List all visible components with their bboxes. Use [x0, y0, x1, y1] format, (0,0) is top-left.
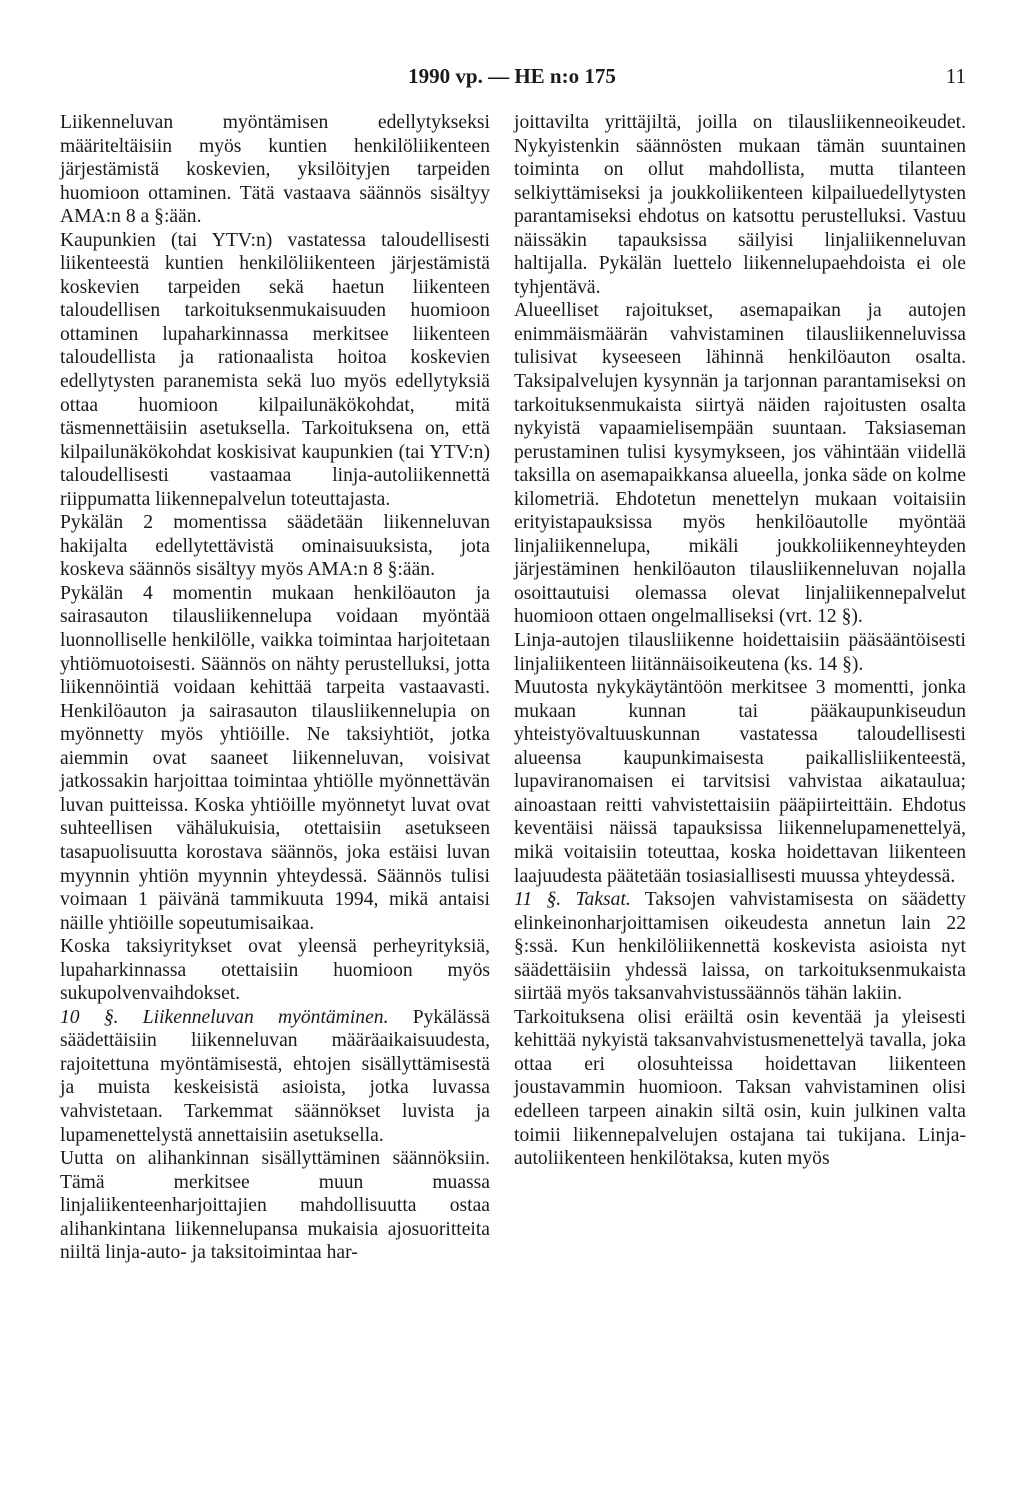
paragraph: Koska taksiyritykset ovat yleensä perheyrityksiä, lupaharkinnassa otettaisiin huomioon myös sukupolvenvaihdokset. — [60, 936, 490, 1005]
section-10-text: Pykälässä säädettäisiin liikenneluvan määräaikaisuudesta, rajoitettuna myöntämisestä, ehtojen sisällyttämisestä ja muista keskeisistä asioista, jotka luvassa vahvistetaan. Tarkemmat säännökset luvista ja lupamenettelystä annettaisiin asetuksella. — [60, 1006, 490, 1146]
running-title: 1990 vp. — HE n:o 175 — [408, 64, 616, 88]
paragraph: Kaupunkien (tai YTV:n) vastatessa taloudellisesti liikenteestä kuntien henkilöliikenteen järjestämistä koskevien tarpeiden sekä haetun liikenteen taloudellisen tarkoituksenmukaisuuden huomioon ottaminen lupaharkinnassa merkitsee liikenteen taloudellista ja rationaalista hoitoa koskevien edellytysten paranemista sekä luo myös edellytyksiä ottaa huomioon kilpailunäkökohdat, mitä täsmennettäisiin asetuksella. Tarkoituksena on, että kilpailunäkökohdat koskisivat kaupunkien (tai YTV:n) taloudellisesti vastaamaa linja-autoliikennettä riippumatta liikennepalvelun toteuttajasta. — [60, 229, 490, 510]
paragraph: Muutosta nykykäytäntöön merkitsee 3 momentti, jonka mukaan kunnan tai pääkaupunkiseudun yhteistyövaltuuskunnan vastatessa taloudellisesti alueensa kaupunkimaisesta paikallisliikenteestä, lupaviranomaisen ei tarvitsisi vahvistaa aikataulua; ainoastaan reitti vahvistettaisiin pääpiirteittäin. Ehdotus keventäisi näissä tapauksissa liikennelupamenettelyä, mikä voitaisiin toteuttaa, koska hoidettavan liikenteen laajuudesta päätetään tosiasiallisesti muussa yhteydessä. — [514, 677, 966, 887]
right-column — [514, 111, 966, 1171]
paragraph: joittavilta yrittäjiltä, joilla on tilausliikenneoikeudet. Nykyistenkin säännösten mukaan tämän suuntainen toiminta on ollut mahdollista, mutta tilanteen selkiyttämiseksi ja joukkoliikenteen kilpailuedellytysten parantamiseksi ehdotus on katsottu perustelluksi. Vastuu näissäkin tapauksissa säilyisi linjaliikenneluvan haltijalla. Pykälän luettelo liikennelupaehdoista ei ole tyhjentävä. — [514, 112, 966, 298]
paragraph: Pykälän 4 momentin mukaan henkilöauton ja sairasauton tilausliikennelupa voidaan myöntää luonnolliselle henkilölle, vaikka toimintaa harjoitetaan yhtiömuotoisesti. Säännös on nähty perustelluksi, jotta liikennöintiä voidaan kehittää tarpeita vastaavasti. Henkilöauton ja sairasauton tilausliikennelupia on myönnetty myös yhtiöille. Ne taksiyhtiöt, jotka aiemmin ovat saaneet liikenneluvan, voisivat jatkossakin harjoittaa toimintaa yhtiölle myönnettävän luvan puitteissa. Koska yhtiöille myönnetyt luvat ovat suhteellisen vähälukuisia, otettaisiin asetukseen tasapuolisuutta korostava säännös, joka estäisi luvan myynnin yhtiön myynnin yhteydessä. Säännös tulisi voimaan 1 päivänä tammikuuta 1994, mikä antaisi näille yhtiöille sopeutumisaikaa. — [60, 582, 490, 934]
page-number: 11 — [945, 64, 966, 88]
left-column — [60, 111, 490, 1265]
section-11-paragraph — [514, 888, 966, 1006]
page-header — [0, 64, 1024, 94]
paragraph: Linja-autojen tilausliikenne hoidettaisiin pääsääntöisesti linjaliikenteen liitännäisoikeutena (ks. 14 §). — [514, 630, 966, 675]
paragraph: Uutta on alihankinnan sisällyttäminen säännöksiin. Tämä merkitsee muun muassa linjaliikenteenharjoittajien mahdollisuutta ostaa alihankintana liikennelupansa mukaisia ajosuoritteita niiltä linja-auto- ja taksitoimintaa har- — [60, 1148, 490, 1264]
paragraph: Alueelliset rajoitukset, asemapaikan ja autojen enimmäismäärän vahvistaminen tilausliikenneluvissa tulisivat kyseeseen lähinnä henkilöauton osalta. Taksipalvelujen kysynnän ja tarjonnan parantamiseksi on tarkoituksenmukaista siirtyä näiden rajoitusten osalta nykyistä vapaamielisempään suuntaan. Taksiaseman perustaminen tulisi kysymykseen, jos vähintään viidellä taksilla on asemapaikkansa alueella, jonka säde on kolme kilometriä. Ehdotetun menettelyn mukaan voitaisiin erityistapauksissa myös henkilöautolle myöntää linjaliikennelupa, mikäli joukkoliikenneyhteyden järjestäminen henkilöauton tilausliikenneluvan nojalla osoittautuisi olemassa olevat linjaliikennepalvelut huomioon ottaen ongelmalliseksi (vrt. 12 §). — [514, 300, 966, 628]
paragraph: Tarkoituksena olisi eräiltä osin keventää ja yleisesti kehittää nykyistä taksanvahvistusmenettelyä tavalla, joka ottaa eri olosuhteissa hoidettavan liikenteen joustavammin huomioon. Taksan vahvistaminen olisi edelleen tarpeen ainakin siltä osin, kuin julkinen valta toimii liikennepalvelujen ostajana tai tukijana. Linja-autoliikenteen henkilötaksa, kuten myös — [514, 1006, 966, 1170]
paragraph: Liikenneluvan myöntämisen edellytykseksi määriteltäisiin myös kuntien henkilöliikenteen järjestämistä koskevien, yksilöityjen tarpeiden huomioon ottaminen. Tätä vastaava säännös sisältyy AMA:n 8 a §:ään. — [60, 112, 490, 228]
paragraph: Pykälän 2 momentissa säädetään liikenneluvan hakijalta edellytettävistä ominaisuuksista, jota koskeva säännös sisältyy myös AMA:n 8 §:ään. — [60, 512, 490, 581]
section-10-paragraph — [60, 1006, 490, 1147]
section-10-heading: 10 §. Liikenneluvan myöntäminen. — [60, 1006, 389, 1028]
section-11-text: Taksojen vahvistamisesta on säädetty elinkeinonharjoittamisen oikeudesta annetun lain 22 §:ssä. Kun henkilöliikennettä koskevista asioista nyt säädettäisiin yhdessä laissa, on tarkoituksenmukaista siirtää myös taksanvahvistussäännös tähän lakiin. — [514, 889, 966, 1005]
section-11-heading: 11 §. Taksat. — [514, 889, 631, 911]
